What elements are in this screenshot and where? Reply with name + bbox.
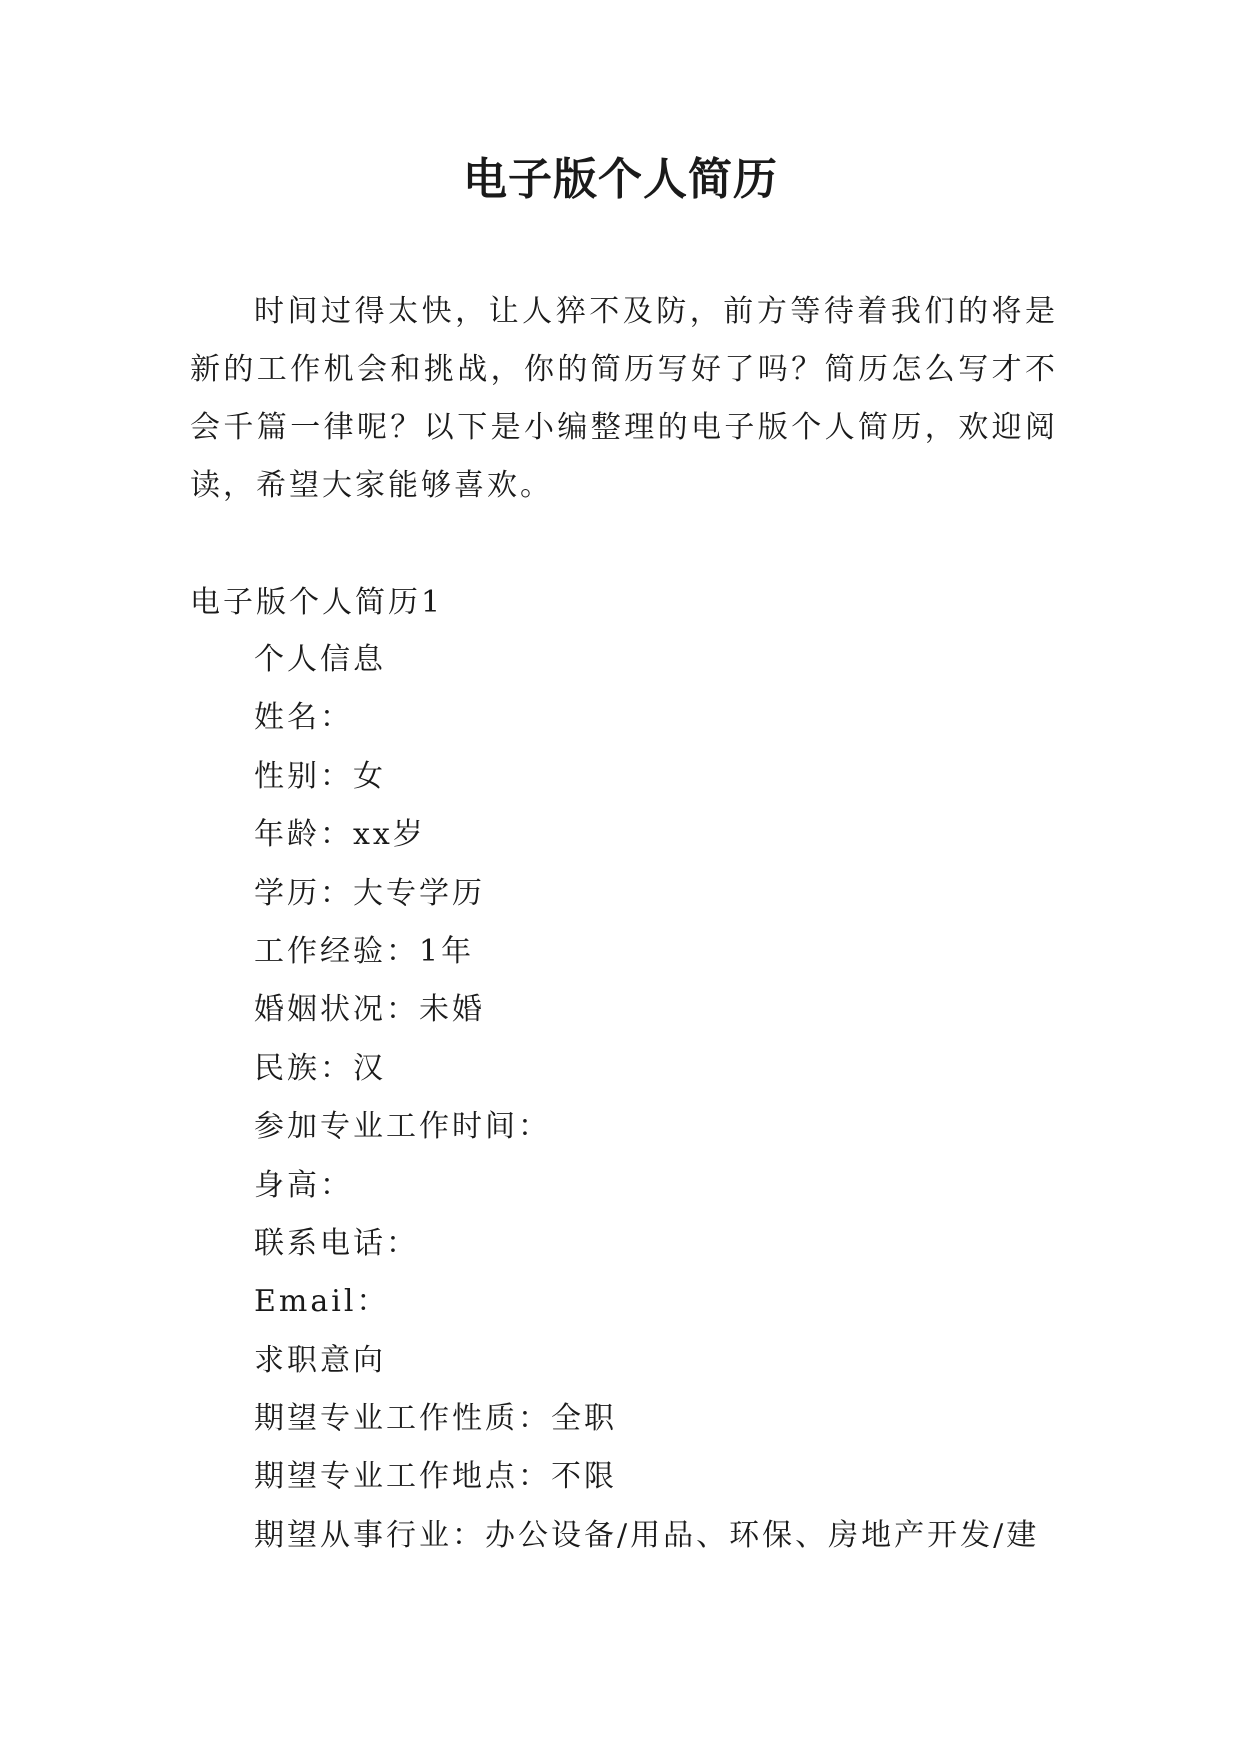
field-education: 学历：大专学历	[254, 875, 485, 911]
document-title: 电子版个人简历	[463, 154, 778, 205]
field-ethnicity: 民族：汉	[254, 1050, 386, 1086]
field-name: 姓名：	[254, 700, 353, 736]
intro-paragraph: 时间过得太快，让人猝不及防，前方等待着我们的将是新的工作机会和挑战，你的简历写好了吗？简历怎么写才不会千篇一律呢？以下是小编整理的电子版个人简历，欢迎阅读，希望大家能够喜欢。	[190, 294, 1058, 503]
field-height: 身高：	[254, 1167, 353, 1203]
section-label-job-intention: 求职意向	[254, 1342, 386, 1378]
section-heading: 电子版个人简历1	[190, 585, 444, 620]
field-expected-location: 期望专业工作地点：不限	[254, 1459, 617, 1495]
field-work-experience: 工作经验：1年	[254, 933, 475, 969]
field-expected-job-type: 期望专业工作性质：全职	[254, 1401, 617, 1437]
field-gender: 性别：女	[254, 758, 386, 794]
field-phone: 联系电话：	[254, 1225, 419, 1261]
field-email: Email：	[254, 1284, 390, 1320]
resume-field-list	[254, 640, 1064, 1574]
field-marital-status: 婚姻状况：未婚	[254, 992, 485, 1028]
field-age: 年龄：xx岁	[254, 817, 426, 853]
field-expected-industry: 期望从事行业：办公设备/用品、环保、房地产开发/建	[254, 1517, 1040, 1553]
section-label-personal-info: 个人信息	[254, 642, 386, 677]
field-work-start-time: 参加专业工作时间：	[254, 1109, 551, 1145]
